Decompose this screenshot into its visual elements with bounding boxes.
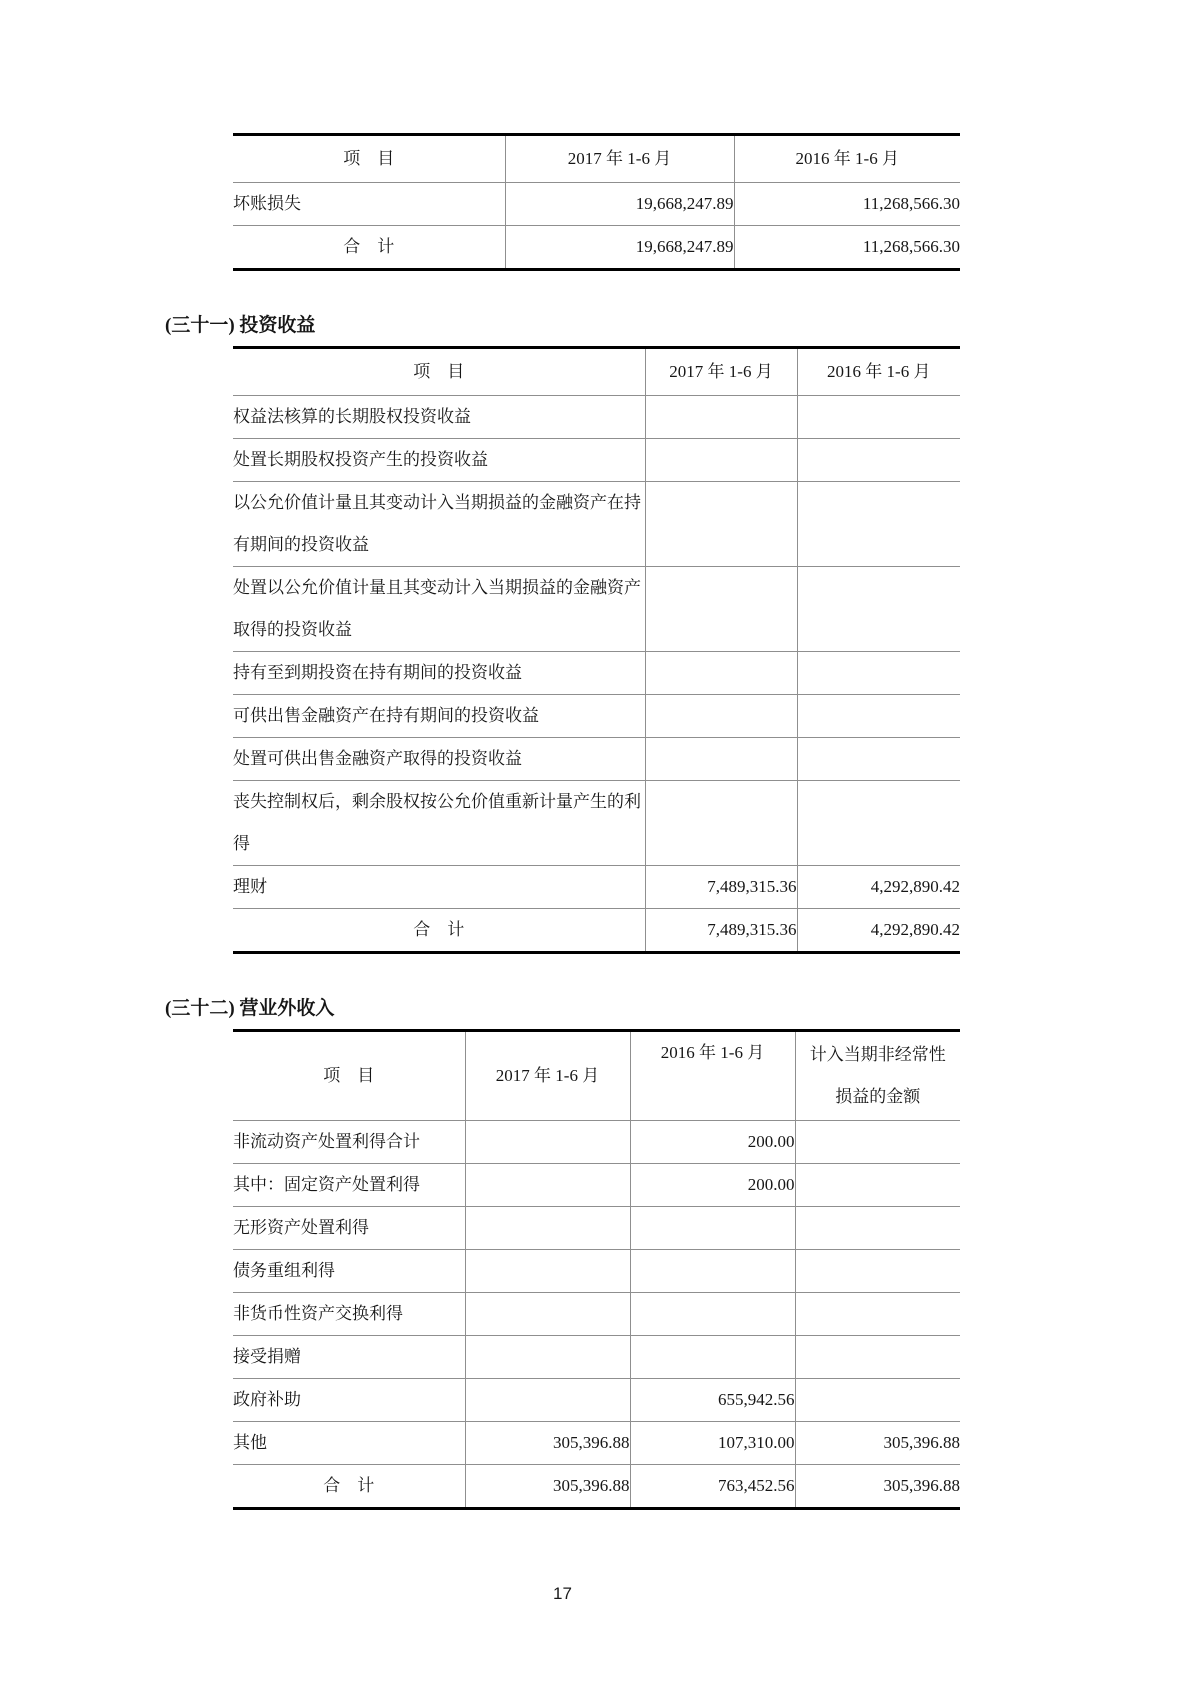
value-2016-cell: 655,942.56	[630, 1379, 795, 1422]
value-2017-cell	[645, 781, 797, 866]
value-2016-cell: 200.00	[630, 1164, 795, 1207]
table-row	[233, 652, 960, 695]
value-nonrecurring-cell	[795, 1121, 960, 1164]
header-2017: 2017 年 1-6 月	[505, 135, 734, 183]
value-2016-cell	[630, 1336, 795, 1379]
value-2016-cell	[797, 439, 960, 482]
table-row	[233, 183, 960, 226]
value-2016-cell: 763,452.56	[630, 1465, 795, 1509]
row-label-cell: 处置可供出售金融资产取得的投资收益	[233, 738, 645, 781]
table-row	[233, 695, 960, 738]
header-item: 项 目	[413, 362, 465, 381]
value-2017-cell	[645, 652, 797, 695]
value-nonrecurring-cell	[795, 1164, 960, 1207]
section31-heading: (三十一) 投资收益	[165, 315, 316, 336]
row-label-cell: 债务重组利得	[233, 1250, 465, 1293]
value-2017-cell: 19,668,247.89	[505, 183, 734, 226]
value-nonrecurring-cell: 305,396.88	[795, 1465, 960, 1509]
value-2017-cell	[465, 1336, 630, 1379]
table-row	[233, 1121, 960, 1164]
row-label-cell: 丧失控制权后，剩余股权按公允价值重新计量产生的利得	[233, 781, 645, 866]
row-label-cell: 非流动资产处置利得合计	[233, 1121, 465, 1164]
table-row	[233, 866, 960, 909]
value-nonrecurring-cell	[795, 1250, 960, 1293]
value-2016-cell	[797, 695, 960, 738]
value-2017-cell	[645, 738, 797, 781]
value-2017-cell: 305,396.88	[465, 1422, 630, 1465]
value-nonrecurring-cell	[795, 1336, 960, 1379]
header-2017: 2017 年 1-6 月	[645, 348, 797, 396]
row-label-cell: 其中：固定资产处置利得	[233, 1164, 465, 1207]
total-row	[233, 1465, 960, 1509]
table-row	[233, 1250, 960, 1293]
table-row	[233, 396, 960, 439]
table-row	[233, 1336, 960, 1379]
value-2016-cell	[630, 1293, 795, 1336]
table-row	[233, 781, 960, 866]
value-nonrecurring-cell	[795, 1207, 960, 1250]
row-label-cell: 持有至到期投资在持有期间的投资收益	[233, 652, 645, 695]
value-2016-cell	[797, 652, 960, 695]
table-row	[233, 567, 960, 652]
table-header-row	[233, 348, 960, 396]
table-row	[233, 1379, 960, 1422]
value-2017-cell	[645, 439, 797, 482]
total-label-cell: 合 计	[233, 1465, 465, 1509]
value-nonrecurring-cell: 305,396.88	[795, 1422, 960, 1465]
table-header-row	[233, 1031, 960, 1121]
header-nonrecurring: 计入当期非经常性损益的金额	[795, 1031, 960, 1121]
row-label-cell: 处置长期股权投资产生的投资收益	[233, 439, 645, 482]
table-row	[233, 1207, 960, 1250]
total-row	[233, 226, 960, 270]
table-row	[233, 738, 960, 781]
row-label-cell: 可供出售金融资产在持有期间的投资收益	[233, 695, 645, 738]
value-2017-cell	[645, 482, 797, 567]
value-2017-cell	[465, 1207, 630, 1250]
value-2016-cell: 4,292,890.42	[797, 866, 960, 909]
table-header-row	[233, 135, 960, 183]
value-2016-cell	[630, 1250, 795, 1293]
value-2017-cell	[465, 1379, 630, 1422]
value-2017-cell	[465, 1293, 630, 1336]
value-2016-cell	[797, 396, 960, 439]
value-2016-cell: 11,268,566.30	[734, 226, 960, 270]
row-label-cell: 处置以公允价值计量且其变动计入当期损益的金融资产取得的投资收益	[233, 567, 645, 652]
row-label-cell: 接受捐赠	[233, 1336, 465, 1379]
value-2017-cell: 305,396.88	[465, 1465, 630, 1509]
value-2017-cell: 7,489,315.36	[645, 909, 797, 953]
value-nonrecurring-cell	[795, 1379, 960, 1422]
table-row	[233, 1422, 960, 1465]
bad-debt-table	[233, 133, 960, 271]
value-2016-cell: 11,268,566.30	[734, 183, 960, 226]
row-label-cell: 以公允价值计量且其变动计入当期损益的金融资产在持有期间的投资收益	[233, 482, 645, 567]
row-label-cell: 权益法核算的长期股权投资收益	[233, 396, 645, 439]
value-2017-cell	[465, 1121, 630, 1164]
header-2016: 2016 年 1-6 月	[630, 1031, 795, 1121]
row-label-cell: 其他	[233, 1422, 465, 1465]
value-2016-cell: 200.00	[630, 1121, 795, 1164]
header-item: 项 目	[343, 149, 395, 168]
section32-heading: (三十二) 营业外收入	[165, 998, 335, 1019]
value-2016-cell: 4,292,890.42	[797, 909, 960, 953]
value-2017-cell	[465, 1164, 630, 1207]
table-row	[233, 482, 960, 567]
row-label-cell: 坏账损失	[233, 183, 505, 226]
value-2016-cell: 107,310.00	[630, 1422, 795, 1465]
table-row	[233, 439, 960, 482]
page-number: 17	[553, 1584, 572, 1603]
row-label-cell: 非货币性资产交换利得	[233, 1293, 465, 1336]
value-2017-cell	[645, 695, 797, 738]
value-2016-cell	[797, 781, 960, 866]
row-label-cell: 理财	[233, 866, 645, 909]
value-2017-cell	[645, 567, 797, 652]
non-operating-income-table	[233, 1029, 960, 1510]
value-nonrecurring-cell	[795, 1293, 960, 1336]
value-2016-cell	[630, 1207, 795, 1250]
total-label-cell: 合 计	[233, 909, 645, 953]
investment-income-table	[233, 346, 960, 954]
value-2016-cell	[797, 482, 960, 567]
value-2017-cell: 19,668,247.89	[505, 226, 734, 270]
value-2017-cell	[465, 1250, 630, 1293]
total-label-cell: 合 计	[233, 226, 505, 270]
value-2017-cell	[645, 396, 797, 439]
value-2017-cell: 7,489,315.36	[645, 866, 797, 909]
row-label-cell: 政府补助	[233, 1379, 465, 1422]
value-2016-cell	[797, 567, 960, 652]
total-row	[233, 909, 960, 953]
header-2016: 2016 年 1-6 月	[734, 135, 960, 183]
table-row	[233, 1164, 960, 1207]
value-2016-cell	[797, 738, 960, 781]
row-label-cell: 无形资产处置利得	[233, 1207, 465, 1250]
header-2016: 2016 年 1-6 月	[797, 348, 960, 396]
table-row	[233, 1293, 960, 1336]
header-item: 项 目	[323, 1066, 375, 1085]
header-2017: 2017 年 1-6 月	[465, 1031, 630, 1121]
